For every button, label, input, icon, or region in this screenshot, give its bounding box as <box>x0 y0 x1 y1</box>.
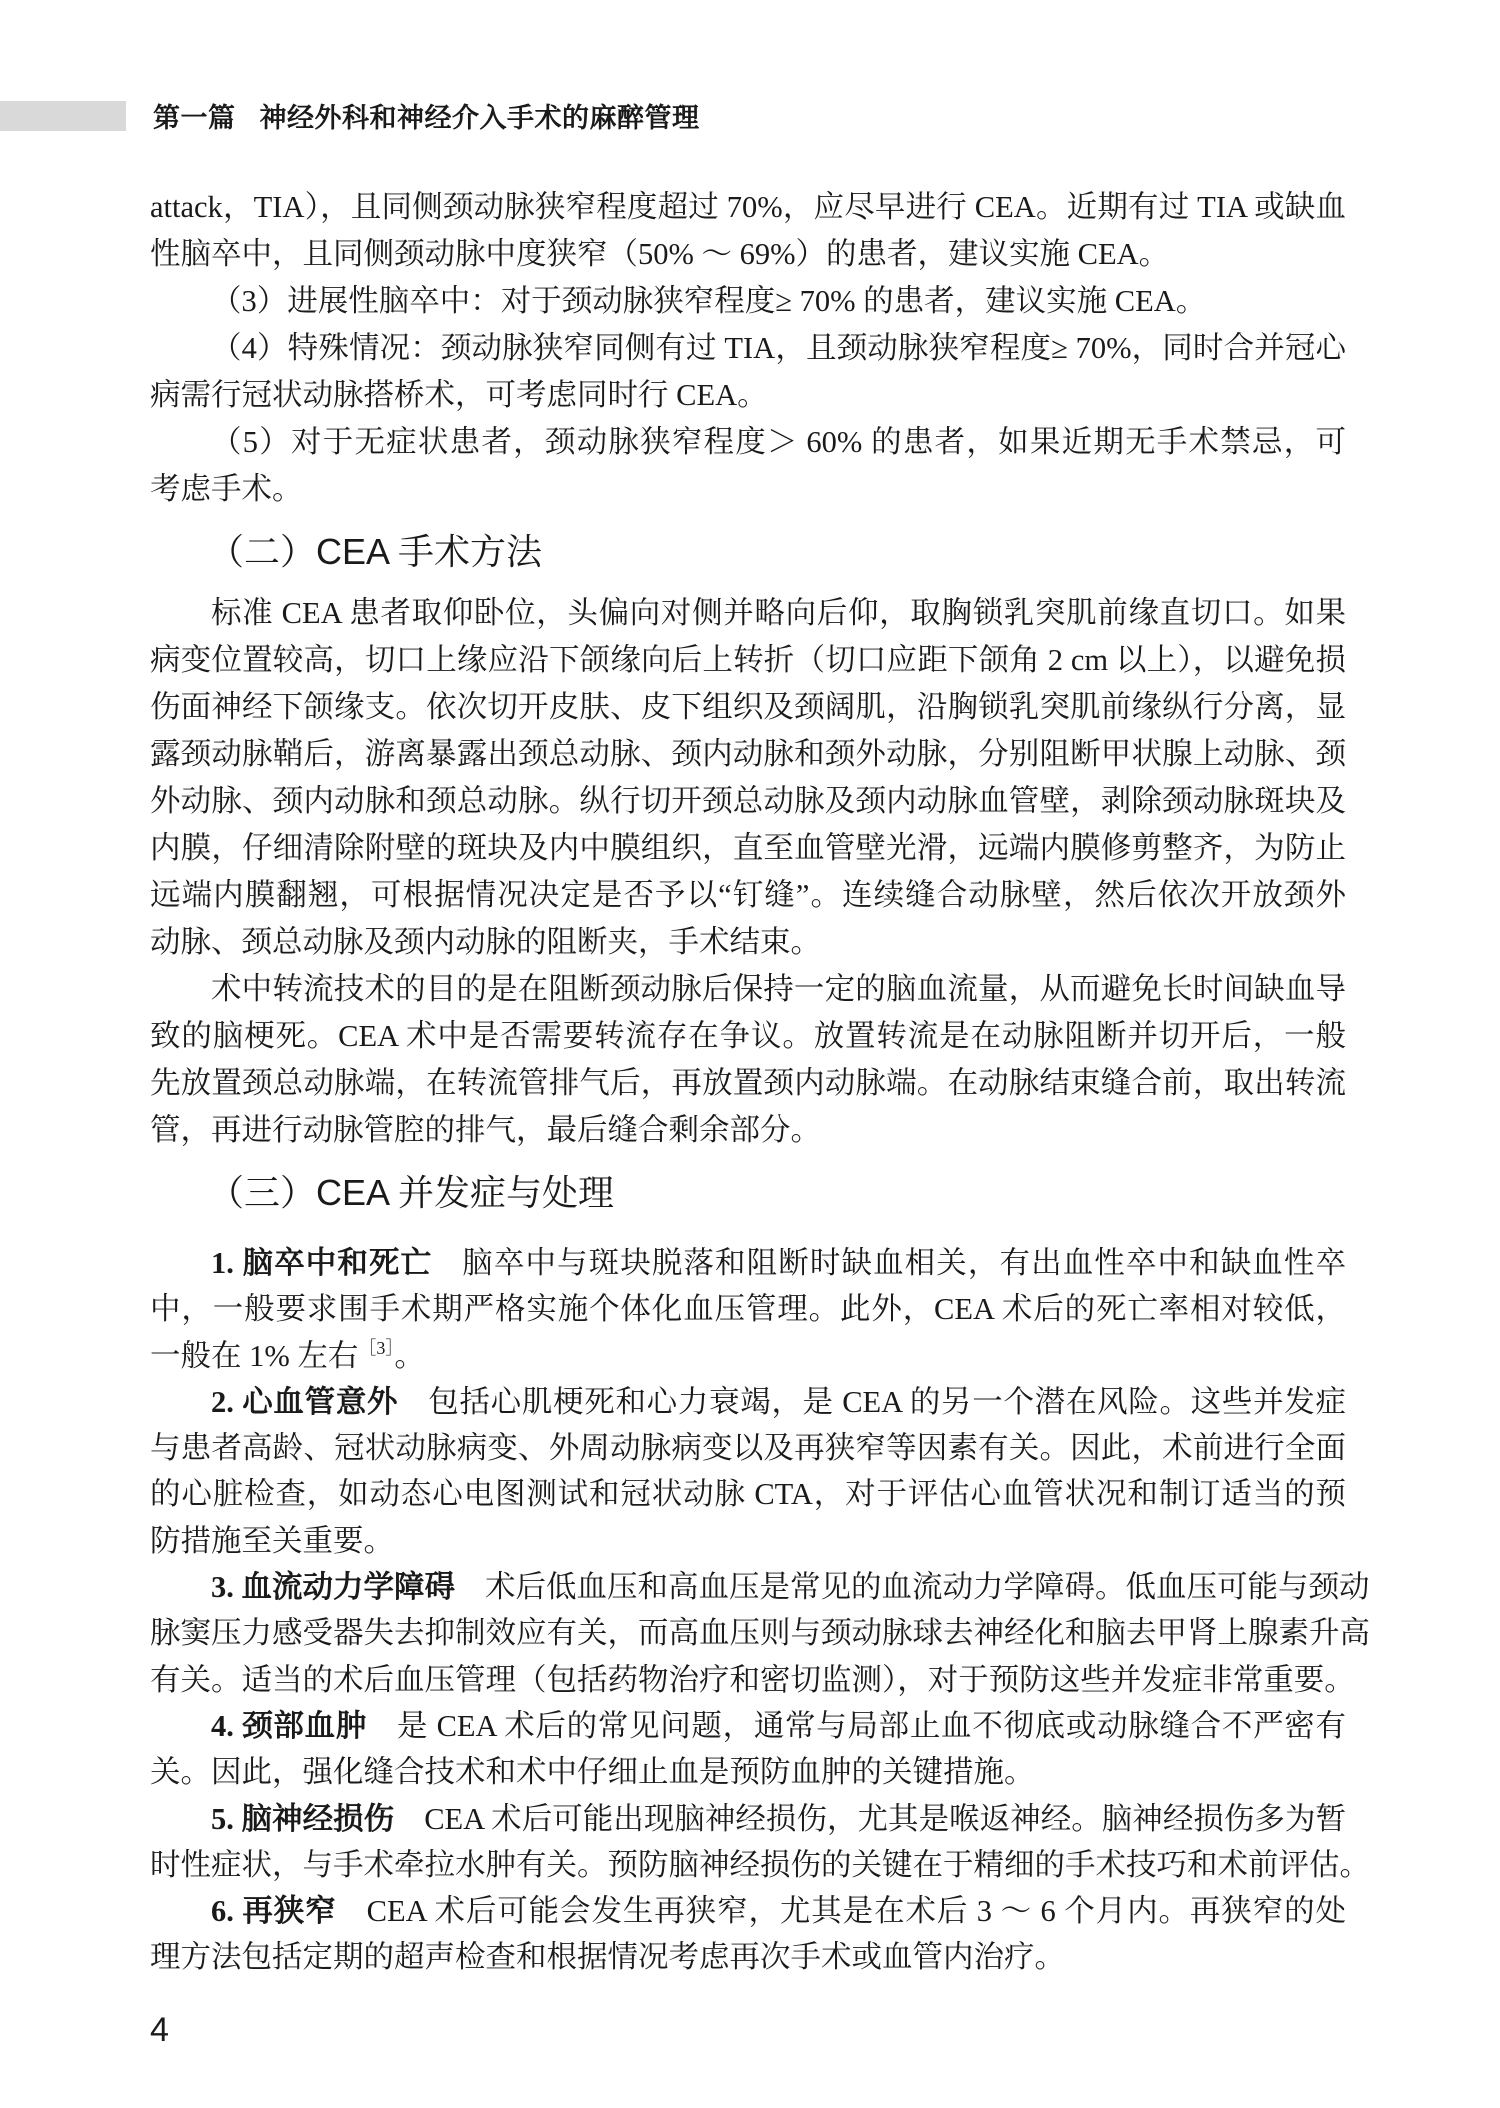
line-text: 时性症状，与手术牵拉水肿有关。预防脑神经损伤的关键在于精细的手术技巧和术前评估。 <box>150 1847 1370 1882</box>
line-text: CEA 术后可能会发生再狭窄，尤其是在术后 3 ～ 6 个月内。再狭窄的处 <box>366 1894 1346 1929</box>
text-line <box>150 966 1346 1013</box>
paragraph <box>150 1796 1370 1889</box>
line-text: 脉窦压力感受器失去抑制效应有关，而高血压则与颈动脉球去神经化和脑去甲肾上腺素升高 <box>150 1616 1370 1651</box>
line-text: 中，一般要求围手术期严格实施个体化血压管理。此外，CEA 术后的死亡率相对较低， <box>150 1292 1346 1327</box>
item-label: 5. 脑神经损伤 <box>211 1801 395 1836</box>
line-text: （3）进展性脑卒中：对于颈动脉狭窄程度≥ 70% 的患者，建议实施 CEA。 <box>211 283 1207 318</box>
text-line <box>150 1333 1346 1379</box>
line-text: 内膜，仔细清除附壁的斑块及内中膜组织，直至血管壁光滑，远端内膜修剪整齐，为防止 <box>150 830 1346 865</box>
line-text: 术中转流技术的目的是在阻断颈动脉后保持一定的脑血流量，从而避免长时间缺血导 <box>211 971 1346 1006</box>
citation-ref[interactable]: ［3］ <box>358 1337 395 1358</box>
line-text: 防措施至关重要。 <box>150 1523 394 1558</box>
line-text: 理方法包括定期的超声检查和根据情况考虑再次手术或血管内治疗。 <box>150 1940 1065 1975</box>
line-text: 考虑手术。 <box>150 471 303 506</box>
text-line <box>150 1796 1346 1842</box>
paragraph <box>150 278 1346 325</box>
text-line <box>150 1888 1346 1934</box>
text-line <box>150 1425 1346 1471</box>
paragraph <box>150 1564 1370 1703</box>
text-line <box>150 1013 1346 1060</box>
part-title: 神经外科和神经介入手术的麻醉管理 <box>259 103 700 133</box>
heading-cea-method: （二）CEA 手术方法 <box>208 531 543 572</box>
line-text: 术后低血压和高血压是常见的血流动力学障碍。低血压可能与颈动 <box>485 1570 1370 1605</box>
paragraph <box>150 1379 1346 1564</box>
line-text: 标准 CEA 患者取仰卧位，头偏向对侧并略向后仰，取胸锁乳突肌前缘直切口。如果 <box>211 595 1346 630</box>
text-line <box>150 731 1346 778</box>
part-label: 第一篇 <box>153 103 236 133</box>
item-label: 1. 脑卒中和死亡 <box>211 1246 433 1280</box>
text-line <box>150 1842 1370 1888</box>
text-line <box>150 184 1346 231</box>
text-line <box>150 1749 1346 1795</box>
text-line <box>150 919 1346 966</box>
line-text: 一般在 1% 左右 <box>150 1338 359 1373</box>
text-line <box>150 1518 1346 1564</box>
paragraph <box>150 966 1346 1154</box>
line-text: 伤面神经下颌缘支。依次切开皮肤、皮下组织及颈阔肌，沿胸锁乳突肌前缘纵行分离，显 <box>150 689 1346 724</box>
line-text: 是 CEA 术后的常见问题，通常与局部止血不彻底或动脉缝合不严密有 <box>397 1708 1347 1743</box>
text-line <box>150 278 1346 325</box>
section-cea-complications <box>150 1240 1370 1981</box>
line-text: 与患者高龄、冠状动脉病变、外周动脉病变以及再狭窄等因素有关。因此，术前进行全面 <box>150 1431 1346 1466</box>
section-indications <box>150 184 1346 513</box>
text-line <box>150 466 1346 513</box>
paragraph <box>150 419 1346 513</box>
paragraph <box>150 184 1346 278</box>
paragraph <box>150 1703 1346 1796</box>
line-text: 病变位置较高，切口上缘应沿下颌缘向后上转折（切口应距下颌角 2 cm 以上），以避免损 <box>150 642 1346 677</box>
text-line <box>150 1286 1346 1332</box>
paragraph <box>150 325 1346 419</box>
text-line <box>150 872 1346 919</box>
line-text: 有关。适当的术后血压管理（包括药物治疗和密切监测），对于预防这些并发症非常重要。 <box>150 1662 1355 1697</box>
text-line <box>150 1379 1346 1425</box>
text-line <box>150 1471 1346 1517</box>
line-text: 外动脉、颈内动脉和颈总动脉。纵行切开颈总动脉及颈内动脉血管壁，剥除颈动脉斑块及 <box>150 783 1346 818</box>
line-text: 露颈动脉鞘后，游离暴露出颈总动脉、颈内动脉和颈外动脉，分别阻断甲状腺上动脉、颈 <box>150 736 1346 771</box>
text-line <box>150 637 1346 684</box>
line-text: 的心脏检查，如动态心电图测试和冠状动脉 CTA，对于评估心血管状况和制订适当的预 <box>150 1477 1346 1512</box>
line-text: （4）特殊情况：颈动脉狭窄同侧有过 TIA，且颈动脉狭窄程度≥ 70%，同时合并冠心 <box>211 330 1346 365</box>
item-label: 4. 颈部血肿 <box>211 1708 368 1743</box>
text-line <box>150 1060 1346 1107</box>
line-text: 性脑卒中，且同侧颈动脉中度狭窄（50% ～ 69%）的患者，建议实施 CEA。 <box>150 236 1170 271</box>
text-line <box>150 1610 1370 1656</box>
text-line <box>150 1657 1355 1703</box>
text-line <box>150 778 1346 825</box>
line-text: 动脉、颈总动脉及颈内动脉的阻断夹，手术结束。 <box>150 924 821 959</box>
line-text: 关。因此，强化缝合技术和术中仔细止血是预防血肿的关键措施。 <box>150 1755 1035 1790</box>
line-text: 管，再进行动脉管腔的排气，最后缝合剩余部分。 <box>150 1112 821 1147</box>
line-text: 病需行冠状动脉搭桥术，可考虑同时行 CEA。 <box>150 377 768 412</box>
text-line <box>150 1934 1346 1980</box>
section-cea-method <box>150 590 1346 1154</box>
text-line <box>150 825 1346 872</box>
running-header <box>153 100 700 136</box>
heading-cea-complications: （三）CEA 并发症与处理 <box>208 1172 615 1213</box>
text-line <box>150 1564 1370 1610</box>
text-line <box>150 372 1346 419</box>
text-line <box>150 231 1346 278</box>
header-bar <box>0 101 126 131</box>
text-line <box>150 419 1346 466</box>
line-text: 脑卒中与斑块脱落和阻断时缺血相关，有出血性卒中和缺血性卒 <box>462 1246 1347 1280</box>
text-line <box>150 684 1346 731</box>
line-text: 远端内膜翻翘，可根据情况决定是否予以“钉缝”。连续缝合动脉壁，然后依次开放颈外 <box>150 877 1346 912</box>
text-line <box>150 590 1346 637</box>
text-line <box>150 325 1346 372</box>
item-label: 3. 血流动力学障碍 <box>211 1570 455 1605</box>
item-label: 6. 再狭窄 <box>211 1894 337 1929</box>
text-line <box>150 1703 1346 1749</box>
item-label: 2. 心血管意外 <box>211 1384 399 1419</box>
line-text: 包括心肌梗死和心力衰竭，是 CEA 的另一个潜在风险。这些并发症 <box>428 1384 1347 1419</box>
paragraph <box>150 1888 1346 1981</box>
text-line <box>150 1107 1346 1154</box>
line-text: 致的脑梗死。CEA 术中是否需要转流存在争议。放置转流是在动脉阻断并切开后，一般 <box>150 1018 1346 1053</box>
paragraph <box>150 1240 1346 1379</box>
line-text: CEA 术后可能出现脑神经损伤，尤其是喉返神经。脑神经损伤多为暂 <box>424 1801 1346 1836</box>
line-text: attack，TIA），且同侧颈动脉狭窄程度超过 70%，应尽早进行 CEA。近期有过 TIA 或缺血 <box>150 189 1346 224</box>
line-text: （5）对于无症状患者，颈动脉狭窄程度＞ 60% 的患者，如果近期无手术禁忌，可 <box>211 424 1346 459</box>
page-number: 4 <box>150 2011 169 2049</box>
text-line <box>150 1240 1346 1286</box>
line-tail: 。 <box>394 1338 425 1373</box>
paragraph <box>150 590 1346 966</box>
line-text: 先放置颈总动脉端，在转流管排气后，再放置颈内动脉端。在动脉结束缝合前，取出转流 <box>150 1065 1346 1100</box>
